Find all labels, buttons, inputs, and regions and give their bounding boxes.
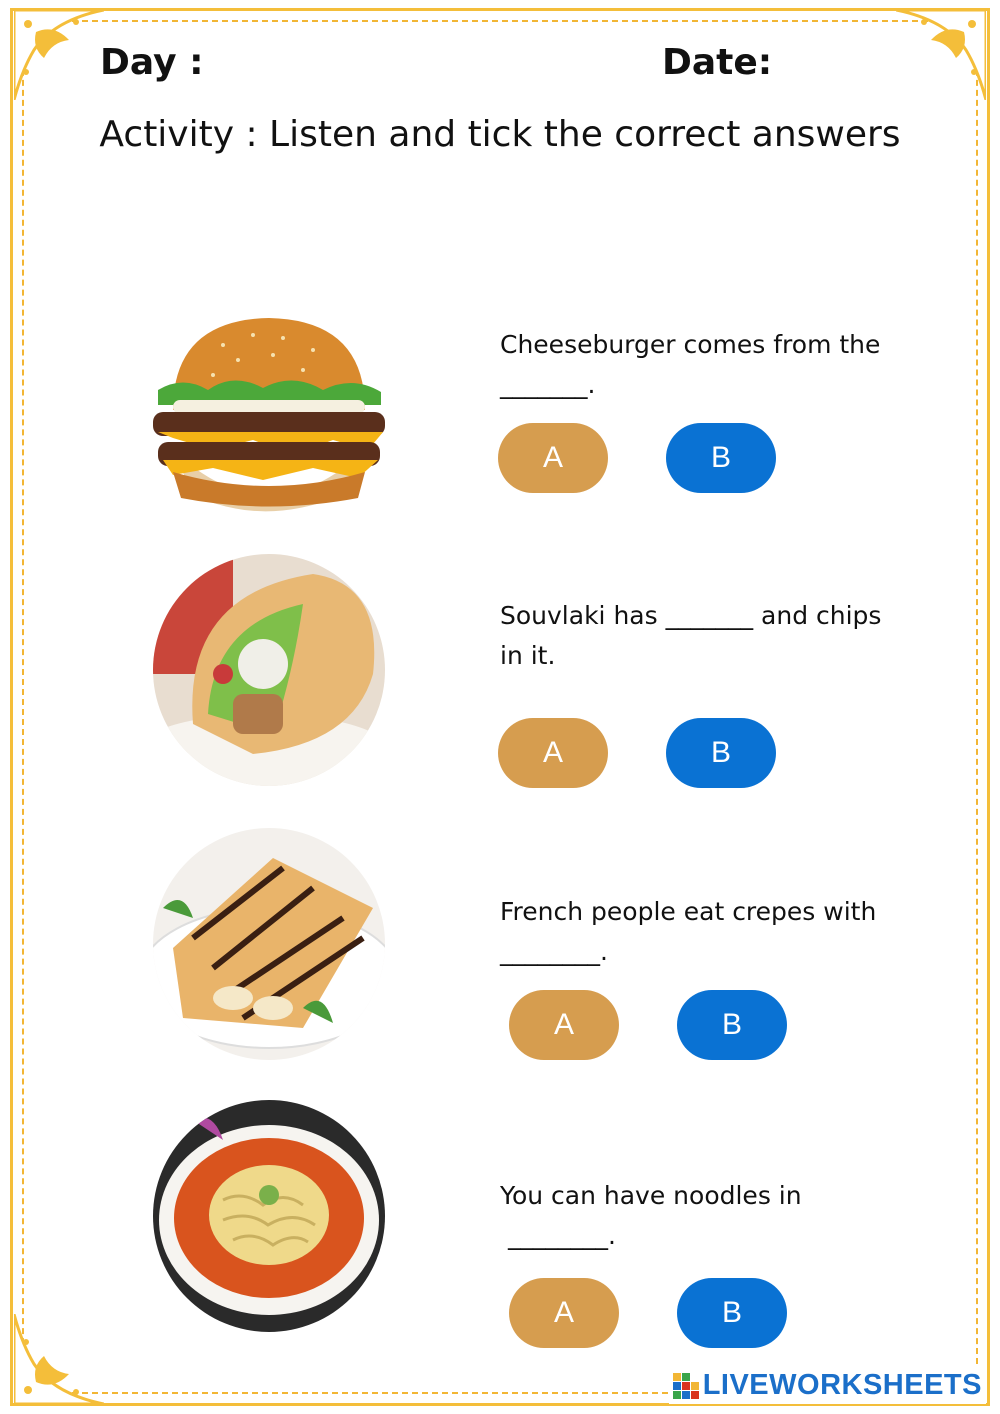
option-a-button[interactable]: A <box>498 718 608 788</box>
souvlaki-image <box>153 554 385 786</box>
crepes-image <box>153 828 385 1060</box>
corner-ornament-icon <box>896 10 986 100</box>
question-text <box>500 1176 920 1256</box>
question-blank: in it. <box>500 641 556 670</box>
cheeseburger-image <box>153 300 385 532</box>
noodles-image <box>153 1100 385 1332</box>
question-blank: ________. <box>508 1221 616 1250</box>
option-b-button[interactable]: B <box>666 718 776 788</box>
option-a-button[interactable]: A <box>509 1278 619 1348</box>
question-blank: ________. <box>500 937 608 966</box>
question-text <box>500 892 920 972</box>
liveworksheets-logo <box>669 1367 986 1404</box>
question-text <box>500 596 920 676</box>
activity-title: Activity : Listen and tick the correct answers <box>99 114 901 155</box>
question-line: Cheeseburger comes from the <box>500 330 881 359</box>
liveworksheets-logo-icon <box>673 1373 699 1399</box>
option-b-button[interactable]: B <box>666 423 776 493</box>
question-blank: _______. <box>500 370 596 399</box>
day-label: Day : <box>100 42 204 83</box>
logo-text: LIVEWORKSHEETS <box>702 1369 982 1401</box>
option-a-button[interactable]: A <box>509 990 619 1060</box>
option-b-button[interactable]: B <box>677 1278 787 1348</box>
question-line: Souvlaki has _______ and chips <box>500 601 882 630</box>
date-label: Date: <box>662 42 773 83</box>
corner-ornament-icon <box>14 1314 104 1404</box>
question-text <box>500 325 920 405</box>
question-line: French people eat crepes with <box>500 897 877 926</box>
option-b-button[interactable]: B <box>677 990 787 1060</box>
option-a-button[interactable]: A <box>498 423 608 493</box>
corner-ornament-icon <box>14 10 104 100</box>
question-line: You can have noodles in <box>500 1181 802 1210</box>
